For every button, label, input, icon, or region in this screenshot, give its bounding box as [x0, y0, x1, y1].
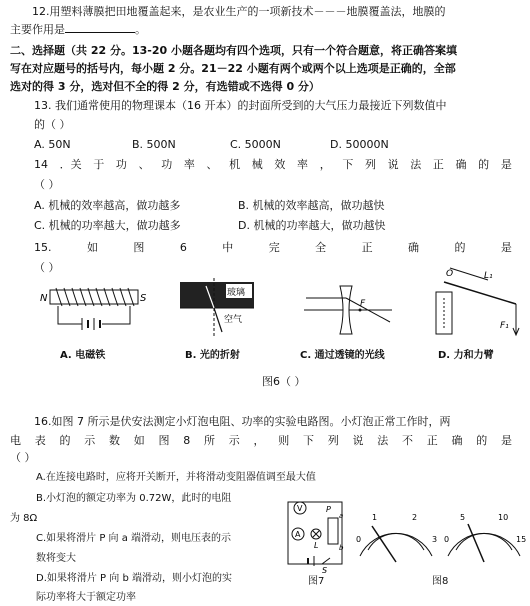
label-f1: F₁	[500, 321, 509, 331]
circuit-figure	[282, 496, 348, 574]
label-o: O	[446, 269, 454, 279]
ammeter-dial	[360, 526, 432, 562]
q16-option-b-line2: 为 8Ω	[10, 513, 38, 524]
caption-b: B. 光的折射	[185, 350, 240, 361]
q14-line2: （ ）	[34, 178, 60, 191]
q14-option-a[interactable]: A. 机械的效率越高，做功越多	[34, 199, 181, 212]
q16-option-b-line1[interactable]: B.小灯泡的额定功率为 0.72W，此时的电阻	[36, 493, 232, 504]
label-a-end: a	[339, 512, 344, 520]
lens-figure	[300, 280, 396, 340]
label-n: N	[40, 293, 48, 304]
q16-line3: （ ）	[10, 451, 36, 464]
label-l: L	[314, 541, 319, 550]
q13-line1: 13. 我们通常使用的物理课本（16 开本）的封面所受到的大气压力最接近下列数值中	[34, 99, 447, 112]
meters-figure	[352, 496, 528, 570]
caption-a: A. 电磁铁	[60, 350, 106, 361]
q14-line1: 14 ．关 于 功 、 功 率 、 机 械 效 率 ， 下 列 说 法 正 确 的 是	[34, 158, 512, 171]
meter1-tick-1: 1	[372, 513, 378, 522]
section2-line3: 选对的得 3 分，选对但不全的得 2 分，有选错或不选得 0 分）	[10, 80, 320, 93]
label-v: V	[297, 504, 303, 513]
q14-option-c[interactable]: C. 机械的功率越大，做功越多	[34, 219, 181, 232]
q16-line2: 电 表 的 示 数 如 图 8 所 示 ， 则 下 列 说 法 不 正 确 的 是	[10, 434, 512, 447]
label-l1: L₁	[484, 271, 493, 281]
q15-line2: （ ）	[34, 261, 60, 274]
meter1-tick-3: 3	[432, 535, 438, 544]
q14-option-b[interactable]: B. 机械的效率越高，做功越快	[238, 199, 385, 212]
label-f: F	[360, 299, 366, 309]
q16-option-c-line1[interactable]: C.如果将滑片 P 向 a 端滑动，则电压表的示	[36, 533, 232, 544]
q16-line1: 16.如图 7 所示是伏安法测定小灯泡电阻、功率的实验电路图。小灯泡正常工作时，两	[34, 415, 451, 428]
q16-option-d-line1[interactable]: D.如果将滑片 P 向 b 端滑动，则小灯泡的实	[36, 573, 232, 584]
figure8-caption: 图8	[432, 576, 449, 587]
label-a: A	[295, 530, 301, 539]
refraction-figure	[178, 278, 258, 340]
figure7-caption: 图7	[308, 576, 325, 587]
q12-line1: 12.用塑料薄膜把田地覆盖起来，是农业生产的一项新技术－－－地膜覆盖法，地膜的	[32, 5, 446, 18]
label-b-end: b	[339, 544, 344, 552]
section2-line2: 写在对应题号的括号内，每小题 2 分。21－22 小题有两个或两个以上选项是正确的，全部	[10, 62, 456, 75]
q15-line1: 15. 如 图 6 中 完 全 正 确 的 是	[34, 241, 512, 254]
meter2-tick-3: 15	[516, 535, 527, 544]
q13-option-d[interactable]: D. 50000N	[330, 138, 389, 151]
q16-option-d-line2: 际功率将大于额定功率	[36, 592, 136, 603]
q13-line2: 的（ ）	[34, 118, 71, 131]
label-glass: 玻璃	[227, 288, 246, 298]
meter1-tick-2: 2	[412, 513, 418, 522]
q12-line2: 主要作用是 。	[10, 23, 146, 36]
meter1-tick-0: 0	[356, 535, 362, 544]
q16-option-a[interactable]: A.在连接电路时，应将开关断开，并将滑动变阻器值调至最大值	[36, 472, 316, 483]
figure6-caption: 图6（ ）	[262, 375, 306, 388]
q14-option-d[interactable]: D. 机械的功率越大，做功越快	[238, 219, 386, 232]
q13-option-c[interactable]: C. 5000N	[230, 138, 281, 151]
meter2-tick-2: 10	[498, 513, 509, 522]
lever-figure	[430, 262, 522, 342]
label-air: 空气	[224, 315, 243, 325]
caption-c: C. 通过透镜的光线	[300, 350, 385, 361]
label-s-switch: S	[322, 566, 328, 574]
label-p: P	[326, 505, 331, 514]
q16-option-c-line2: 数将变大	[36, 553, 76, 564]
q13-option-a[interactable]: A. 50N	[34, 138, 71, 151]
answer-blank[interactable]	[65, 22, 135, 33]
section2-line1: 二、选择题（共 22 分。13-20 小题各题均有四个选项，只有一个符合题意，将正确答案填	[10, 44, 457, 57]
meter2-tick-0: 0	[444, 535, 450, 544]
voltmeter-dial	[448, 524, 520, 562]
meter2-tick-1: 5	[460, 513, 466, 522]
electromagnet-figure	[38, 280, 148, 340]
caption-d: D. 力和力臂	[438, 350, 494, 361]
label-s: S	[140, 293, 147, 304]
q13-option-b[interactable]: B. 500N	[132, 138, 176, 151]
